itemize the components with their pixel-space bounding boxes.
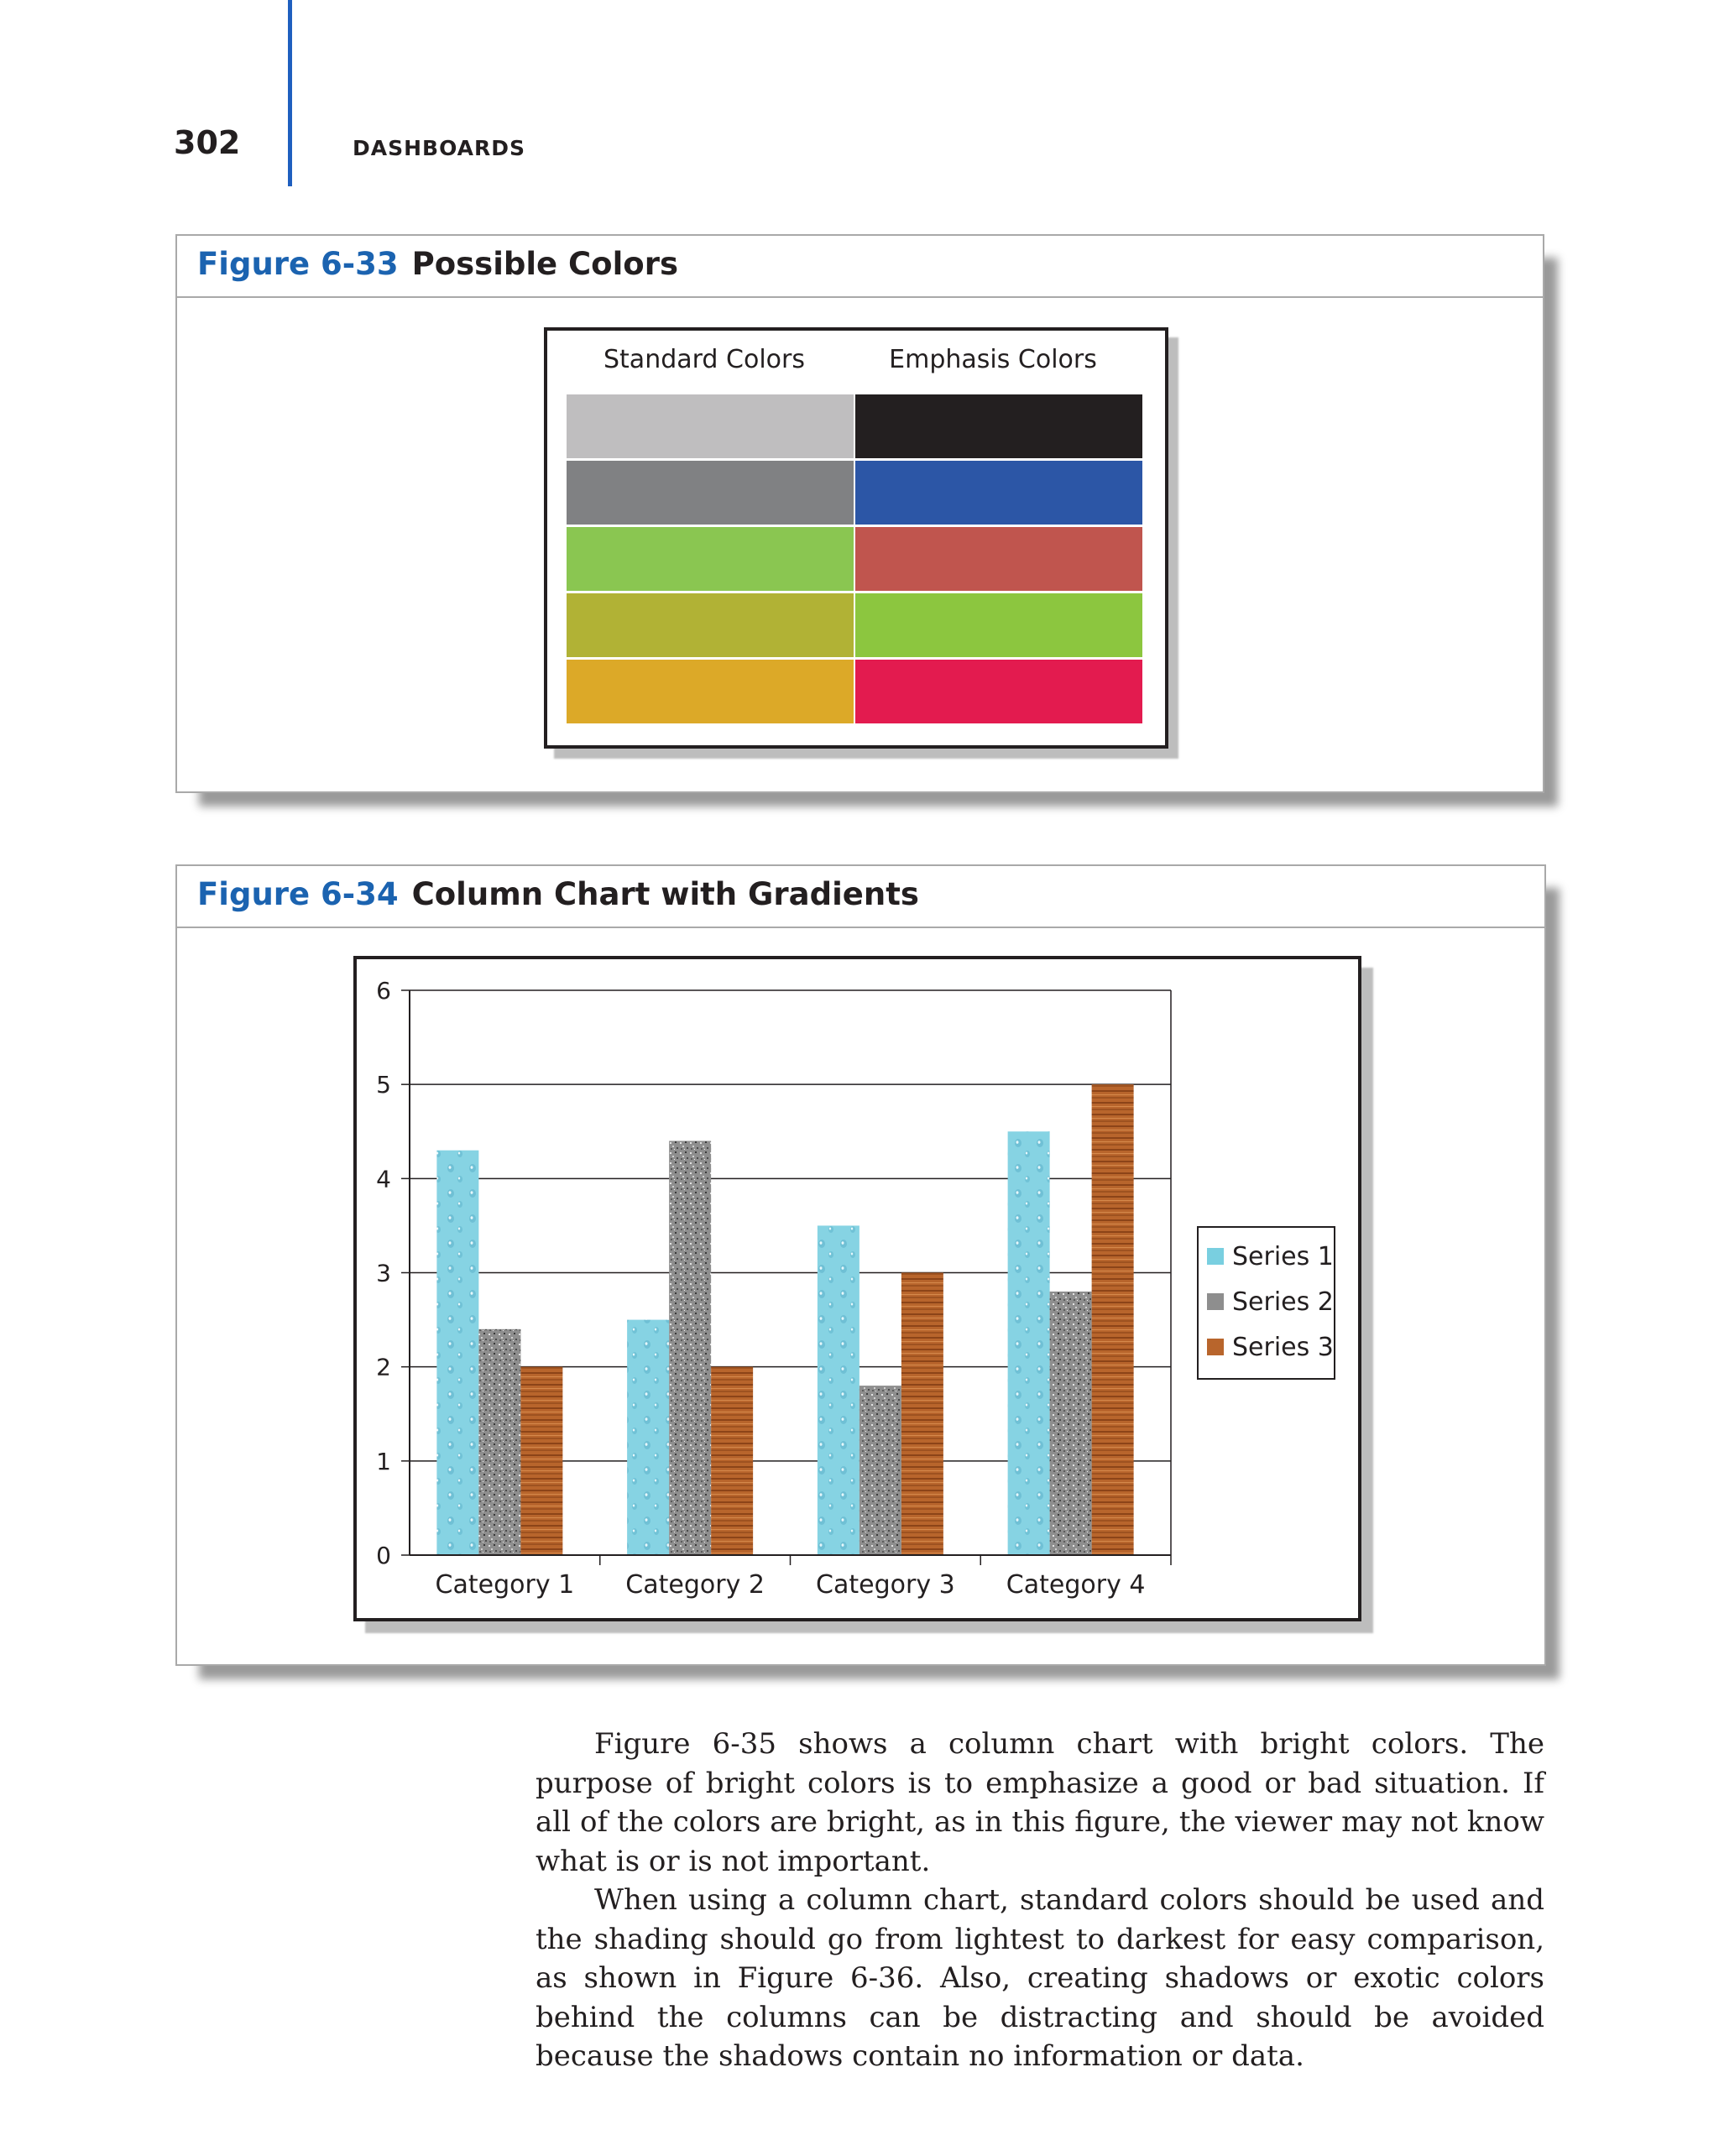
legend-item-series-3 xyxy=(1207,1330,1334,1364)
figure-caption: Possible Colors xyxy=(411,246,678,282)
color-table xyxy=(544,327,1168,749)
y-tick-label: 1 xyxy=(376,1447,391,1475)
column-chart xyxy=(353,956,1361,1621)
legend-label: Series 2 xyxy=(1232,1287,1334,1317)
emphasis-color-swatch xyxy=(855,660,1142,723)
bar-series-2 xyxy=(1050,1292,1092,1555)
standard-colors-heading: Standard Colors xyxy=(603,345,805,374)
legend-label: Series 1 xyxy=(1232,1241,1334,1271)
y-tick-label: 0 xyxy=(376,1542,391,1569)
body-text xyxy=(536,1725,1544,2076)
running-head: DASHBOARDS xyxy=(353,136,526,160)
legend-item-series-1 xyxy=(1207,1240,1334,1273)
bar-series-2 xyxy=(478,1329,520,1555)
standard-color-swatch xyxy=(567,394,854,458)
standard-color-swatch xyxy=(567,527,854,591)
x-tick-label: Category 3 xyxy=(816,1570,955,1600)
bar-series-3 xyxy=(520,1367,562,1555)
paragraph: When using a column chart, standard colors should be used and the shading should go from lightest to darkest for easy comparison, as shown in Figure 6-36. Also, creating shadows or exotic colors behind the columns can be distracting and should be avoided because the shadows contain no information or data. xyxy=(536,1883,1544,2073)
bar-series-3 xyxy=(711,1367,753,1555)
y-tick-label: 3 xyxy=(376,1259,391,1287)
emphasis-color-swatch xyxy=(855,593,1142,657)
x-tick-label: Category 2 xyxy=(625,1570,765,1600)
bar-series-1 xyxy=(1008,1131,1050,1555)
figure-number: Figure 6-34 xyxy=(197,876,399,912)
bar-series-2 xyxy=(669,1141,711,1555)
standard-color-swatch xyxy=(567,660,854,723)
figure-title xyxy=(197,876,919,912)
standard-color-swatch xyxy=(567,593,854,657)
legend-key xyxy=(1207,1339,1224,1355)
legend-key xyxy=(1207,1248,1224,1265)
chart-legend xyxy=(1197,1226,1335,1380)
emphasis-color-swatch xyxy=(855,527,1142,591)
y-tick-label: 5 xyxy=(376,1071,391,1099)
paragraph: Figure 6-35 shows a column chart with bright colors. The purpose of bright colors is to emphasize a good or bad situation. If all of the colors are bright, as in this figure, the viewer may not know what is or is not important. xyxy=(536,1727,1544,1878)
legend-item-series-2 xyxy=(1207,1285,1334,1318)
y-tick-label: 2 xyxy=(376,1353,391,1381)
page-number: 302 xyxy=(174,124,241,161)
header-rule xyxy=(288,0,292,186)
y-tick-label: 6 xyxy=(376,977,391,1005)
emphasis-color-swatch xyxy=(855,394,1142,458)
emphasis-colors-heading: Emphasis Colors xyxy=(889,345,1097,374)
bar-series-1 xyxy=(818,1225,860,1555)
standard-color-swatch xyxy=(567,461,854,525)
bar-series-1 xyxy=(627,1320,669,1555)
bar-series-2 xyxy=(860,1386,901,1555)
bar-series-1 xyxy=(436,1151,478,1555)
figure-header xyxy=(177,866,1544,928)
bar-series-3 xyxy=(901,1273,943,1556)
figure-number: Figure 6-33 xyxy=(197,246,399,282)
figure-header xyxy=(177,236,1543,298)
figure-title xyxy=(197,246,678,282)
legend-key xyxy=(1207,1293,1224,1310)
emphasis-color-swatch xyxy=(855,461,1142,525)
x-tick-label: Category 1 xyxy=(435,1570,575,1600)
figure-caption: Column Chart with Gradients xyxy=(411,876,919,912)
x-tick-label: Category 4 xyxy=(1006,1570,1146,1600)
bar-series-3 xyxy=(1092,1084,1134,1555)
legend-label: Series 3 xyxy=(1232,1332,1334,1362)
y-tick-label: 4 xyxy=(376,1165,391,1193)
